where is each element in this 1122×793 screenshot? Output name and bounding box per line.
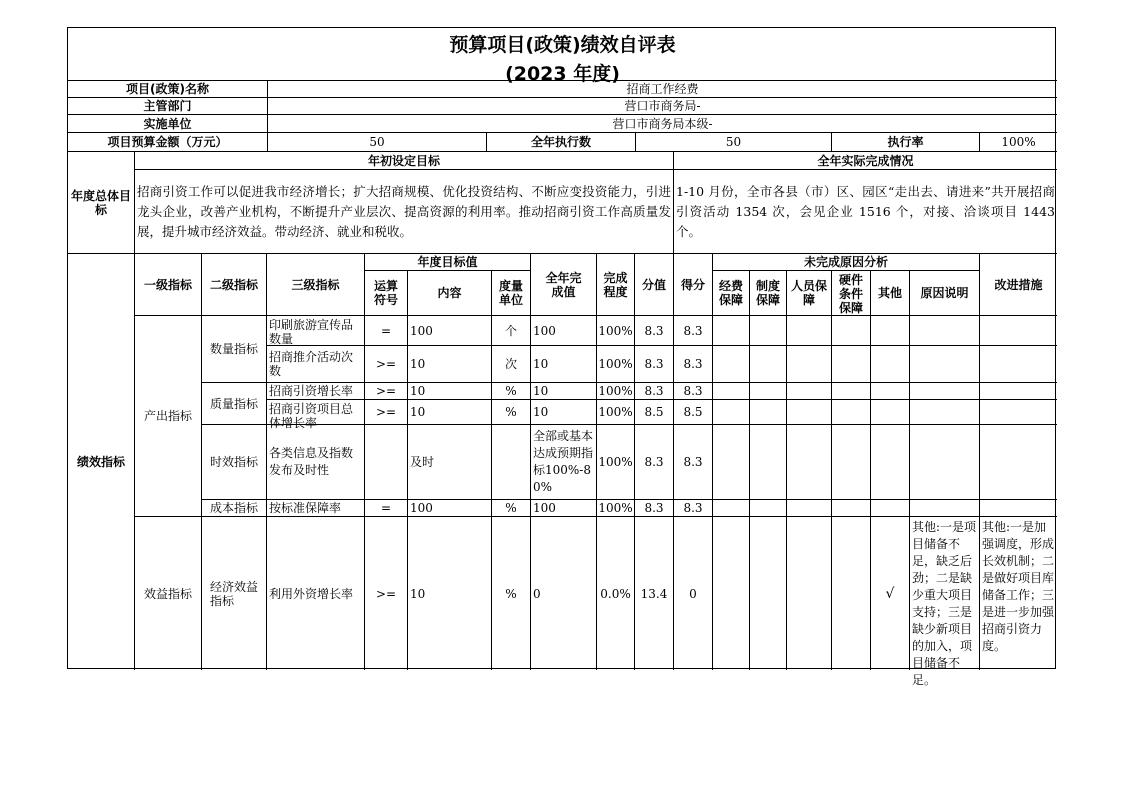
row-unit: 次: [492, 346, 531, 383]
row-max: 8.3: [635, 383, 674, 400]
l3-header: 三级指标: [267, 254, 365, 316]
empty-cell: [787, 517, 832, 670]
row-done: 100: [531, 500, 597, 517]
form-year: (2023 年度): [505, 63, 620, 85]
empty-cell: [787, 383, 832, 400]
row-op: [365, 425, 408, 500]
scoremax-header: 分值: [635, 254, 674, 316]
empty-cell: [832, 517, 871, 670]
output-group: 产出指标: [135, 316, 202, 517]
rate-label: 执行率: [832, 133, 980, 152]
row-op: =: [365, 500, 408, 517]
row-name: 印刷旅游宣传品数量: [267, 316, 365, 346]
row-op: >=: [365, 517, 408, 670]
row-done: 10: [531, 400, 597, 425]
row-name: 各类信息及指数发布及时性: [267, 425, 365, 500]
row-score: 8.3: [674, 316, 713, 346]
degree-header: 完成程度: [597, 254, 635, 316]
quality-group: 质量指标: [202, 383, 267, 425]
empty-cell: [750, 400, 787, 425]
row-op: =: [365, 316, 408, 346]
rate-value: 100%: [980, 133, 1057, 152]
row-score: 8.3: [674, 425, 713, 500]
form-title: 预算项目(政策)绩效自评表: [449, 34, 676, 56]
row-score: 8.3: [674, 500, 713, 517]
row-op: >=: [365, 400, 408, 425]
row-max: 8.5: [635, 400, 674, 425]
empty-cell: [871, 316, 910, 346]
row-max: 8.3: [635, 425, 674, 500]
empty-cell: [832, 425, 871, 500]
empty-cell: [980, 400, 1057, 425]
row-content: 100: [408, 316, 492, 346]
empty-cell: [910, 400, 980, 425]
fund-header: 经费保障: [713, 271, 750, 316]
row-degree: 100%: [597, 346, 635, 383]
empty-cell: [910, 500, 980, 517]
other-check-mark: √: [871, 517, 910, 670]
project-name-label: 项目(政策)名称: [68, 81, 268, 98]
row-score: 8.5: [674, 400, 713, 425]
row-done: 全部或基本达成预期指标100%-80%: [531, 425, 597, 500]
l1-header: 一级指标: [135, 254, 202, 316]
annual-goal-label: 年度总体目标: [68, 152, 135, 254]
row-degree: 100%: [597, 400, 635, 425]
l2-header: 二级指标: [202, 254, 267, 316]
empty-cell: [871, 383, 910, 400]
empty-cell: [713, 383, 750, 400]
benefit-group: 效益指标: [135, 517, 202, 670]
timeliness-group: 时效指标: [202, 425, 267, 500]
row-degree: 0.0%: [597, 517, 635, 670]
row-name: 按标准保障率: [267, 500, 365, 517]
staff-header: 人员保障: [787, 271, 832, 316]
empty-cell: [910, 383, 980, 400]
row-unit: %: [492, 400, 531, 425]
empty-cell: [980, 316, 1057, 346]
empty-cell: [910, 316, 980, 346]
empty-cell: [787, 316, 832, 346]
target-group-header: 年度目标值: [365, 254, 531, 271]
empty-cell: [713, 517, 750, 670]
row-op: >=: [365, 383, 408, 400]
actual-text: 1-10 月份，全市各县（市）区、园区“走出去、请进来”共开展招商引资活动 1354 次，会见企业 1516 个，对接、洽谈项目 1443 个。: [674, 170, 1057, 254]
row-degree: 100%: [597, 425, 635, 500]
row-content: 及时: [408, 425, 492, 500]
reason-text: 其他:一是项目储备不足，缺乏后劲；二是缺少重大项目支持；三是缺少新项目的加入，项目储备不足。: [910, 517, 980, 670]
row-done: 100: [531, 316, 597, 346]
empty-cell: [832, 400, 871, 425]
self-evaluation-form: [67, 27, 1056, 687]
system-header: 制度保障: [750, 271, 787, 316]
hardware-header: 硬件条件保障: [832, 271, 871, 316]
done-header: 全年完成值: [531, 254, 597, 316]
desc-header: 原因说明: [910, 271, 980, 316]
row-unit: %: [492, 517, 531, 670]
empty-cell: [713, 400, 750, 425]
row-unit: %: [492, 383, 531, 400]
empty-cell: [787, 400, 832, 425]
unit-header: 度量单位: [492, 271, 531, 316]
empty-cell: [787, 346, 832, 383]
unit-value: 营口市商务局本级-: [268, 115, 1057, 133]
empty-cell: [750, 517, 787, 670]
empty-cell: [980, 383, 1057, 400]
row-op: >=: [365, 346, 408, 383]
row-unit: %: [492, 500, 531, 517]
dept-value: 营口市商务局-: [268, 98, 1057, 115]
row-content: 10: [408, 346, 492, 383]
content-header: 内容: [408, 271, 492, 316]
row-max: 13.4: [635, 517, 674, 670]
perf-label: 绩效指标: [68, 254, 135, 670]
row-content: 10: [408, 383, 492, 400]
empty-cell: [980, 346, 1057, 383]
row-max: 8.3: [635, 316, 674, 346]
set-goal-text: 招商引资工作可以促进我市经济增长；扩大招商规模、优化投资结构、不断应变投资能力，引进龙头企业，改善产业机构，不断提升产业层次、提高资源的利用率。推动招商引资工作高质量发展，提升城市经济效益。带动经济、就业和税收。: [135, 170, 674, 254]
row-done: 10: [531, 346, 597, 383]
empty-cell: [980, 425, 1057, 500]
empty-cell: [980, 500, 1057, 517]
row-done: 10: [531, 383, 597, 400]
row-max: 8.3: [635, 346, 674, 383]
row-degree: 100%: [597, 500, 635, 517]
empty-cell: [750, 383, 787, 400]
empty-cell: [713, 425, 750, 500]
quantity-group: 数量指标: [202, 316, 267, 383]
row-done: 0: [531, 517, 597, 670]
row-unit: 个: [492, 316, 531, 346]
row-name: 招商引资增长率: [267, 383, 365, 400]
row-score: 0: [674, 517, 713, 670]
row-unit: [492, 425, 531, 500]
row-max: 8.3: [635, 500, 674, 517]
empty-cell: [871, 500, 910, 517]
empty-cell: [787, 500, 832, 517]
row-degree: 100%: [597, 383, 635, 400]
measure-text: 其他:一是加强调度，形成长效机制；二是做好项目库储备工作；三是进一步加强招商引资力度。: [982, 520, 1055, 653]
op-header: 运算符号: [365, 271, 408, 316]
row-content: 10: [408, 400, 492, 425]
empty-cell: [750, 316, 787, 346]
empty-cell: [871, 400, 910, 425]
empty-cell: [713, 500, 750, 517]
empty-cell: [750, 500, 787, 517]
row-content: 10: [408, 517, 492, 670]
exec-value: 50: [636, 133, 832, 152]
empty-cell: [910, 425, 980, 500]
empty-cell: [871, 425, 910, 500]
row-content: 100: [408, 500, 492, 517]
other-header: 其他: [871, 271, 910, 316]
row-name: 招商推介活动次数: [267, 346, 365, 383]
project-name-value: 招商工作经费: [268, 81, 1057, 98]
empty-cell: [832, 346, 871, 383]
row-degree: 100%: [597, 316, 635, 346]
empty-cell: [713, 346, 750, 383]
reason-group-header: 未完成原因分析: [713, 254, 980, 271]
empty-cell: [750, 346, 787, 383]
set-goal-header: 年初设定目标: [135, 152, 674, 170]
dept-label: 主管部门: [68, 98, 268, 115]
empty-cell: [910, 346, 980, 383]
unit-label: 实施单位: [68, 115, 268, 133]
empty-cell: [871, 346, 910, 383]
empty-cell: [713, 316, 750, 346]
empty-cell: [832, 383, 871, 400]
row-name: 利用外资增长率: [267, 517, 365, 670]
economic-group: 经济效益指标: [202, 517, 267, 670]
actual-header: 全年实际完成情况: [674, 152, 1057, 170]
budget-value: 50: [268, 133, 487, 152]
row-score: 8.3: [674, 383, 713, 400]
empty-cell: [832, 316, 871, 346]
score-header: 得分: [674, 254, 713, 316]
empty-cell: [832, 500, 871, 517]
budget-label: 项目预算金额（万元）: [68, 133, 268, 152]
measures-header: 改进措施: [980, 254, 1057, 316]
row-score: 8.3: [674, 346, 713, 383]
row-name: 招商引资项目总体增长率: [267, 400, 365, 425]
exec-label: 全年执行数: [487, 133, 636, 152]
empty-cell: [750, 425, 787, 500]
cost-group: 成本指标: [202, 500, 267, 517]
empty-cell: [787, 425, 832, 500]
